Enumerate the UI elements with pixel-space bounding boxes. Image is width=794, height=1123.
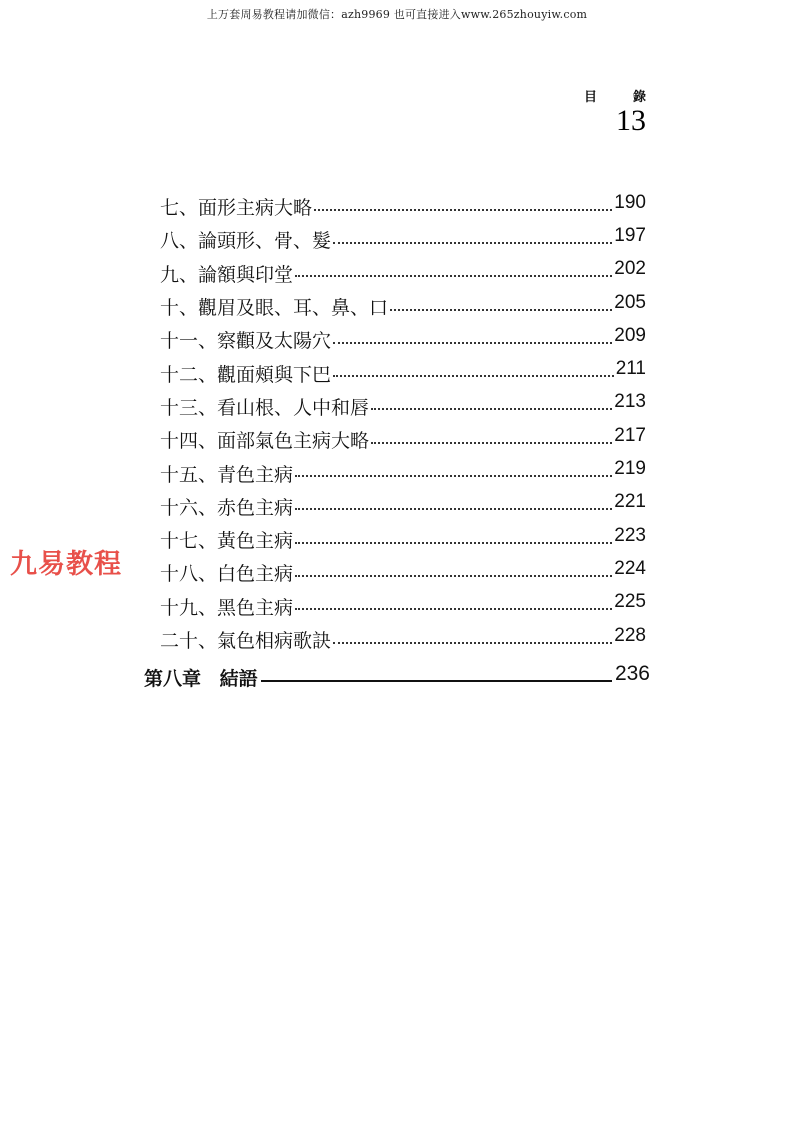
toc-entry (160, 356, 646, 389)
toc-entry-page: 223 (614, 524, 646, 546)
page-number: 13 (616, 104, 646, 137)
toc-entry-title: 八、論頭形、骨、髮 (160, 230, 332, 253)
dot-leader (295, 575, 612, 577)
chapter-title: 第八章 結語 (144, 668, 258, 690)
toc-entry (160, 223, 646, 256)
top-banner-text: 上万套周易教程请加微信：azh9969 也可直接进入www.265zhouyiw.com (206, 8, 588, 21)
chapter-page: 236 (614, 661, 650, 685)
toc-entry (160, 190, 646, 223)
toc-entry-page: 209 (614, 324, 646, 346)
toc-entry-page: 190 (614, 191, 646, 213)
toc-entry-page: 221 (614, 491, 646, 513)
dot-leader (314, 209, 612, 211)
dot-leader (295, 475, 612, 477)
toc-entry (160, 490, 646, 523)
table-of-contents (160, 190, 646, 656)
toc-entry (160, 290, 646, 323)
toc-entry (160, 423, 646, 456)
toc-entry (160, 323, 646, 356)
toc-entry (160, 390, 646, 423)
toc-entry (160, 456, 646, 489)
toc-entry (160, 257, 646, 290)
toc-entry (160, 556, 646, 589)
dot-leader (333, 642, 612, 644)
dot-leader (295, 608, 612, 610)
toc-entry (160, 623, 646, 656)
dot-leader (295, 542, 612, 544)
toc-entry-page: 224 (614, 557, 646, 579)
toc-entry-title: 十七、黃色主病 (160, 530, 294, 553)
toc-entry-page: 197 (614, 224, 646, 246)
toc-entry-page: 228 (614, 624, 646, 646)
watermark-text: 九易教程 (10, 549, 122, 580)
toc-entry-page: 219 (614, 458, 646, 480)
toc-entry-title: 十五、青色主病 (160, 463, 294, 486)
running-head-right: 錄 (632, 90, 646, 105)
toc-entry-page: 202 (614, 258, 646, 280)
toc-entry-title: 十六、赤色主病 (160, 496, 294, 519)
solid-leader (261, 680, 612, 682)
toc-entry-page: 225 (614, 591, 646, 613)
dot-leader (333, 242, 612, 244)
toc-entry-page: 205 (614, 291, 646, 313)
toc-entry-title: 十一、察顴及太陽穴 (160, 330, 332, 353)
toc-entry-title: 十、觀眉及眼、耳、鼻、口 (160, 297, 389, 320)
toc-entry-title: 七、面形主病大略 (160, 197, 313, 220)
dot-leader (333, 375, 614, 377)
dot-leader (371, 442, 612, 444)
chapter-entry (144, 661, 650, 691)
toc-entry-page: 211 (615, 358, 646, 380)
toc-entry-page: 217 (614, 424, 646, 446)
dot-leader (390, 309, 612, 311)
running-head-left: 目 (584, 90, 598, 105)
running-head (584, 86, 646, 105)
toc-entry-title: 十三、看山根、人中和唇 (160, 396, 370, 419)
toc-entry (160, 590, 646, 623)
toc-entry-title: 十九、黑色主病 (160, 596, 294, 619)
dot-leader (333, 342, 612, 344)
dot-leader (371, 408, 612, 410)
toc-entry-title: 二十、氣色相病歌訣 (160, 630, 332, 652)
toc-entry-title: 九、論額與印堂 (160, 263, 294, 286)
toc-entry-title: 十二、觀面頰與下巴 (160, 363, 332, 386)
toc-entry (160, 523, 646, 556)
toc-entry-title: 十四、面部氣色主病大略 (160, 430, 370, 453)
dot-leader (295, 508, 612, 510)
toc-entry-title: 十八、白色主病 (160, 563, 294, 586)
dot-leader (295, 275, 612, 277)
toc-entry-page: 213 (614, 391, 646, 413)
